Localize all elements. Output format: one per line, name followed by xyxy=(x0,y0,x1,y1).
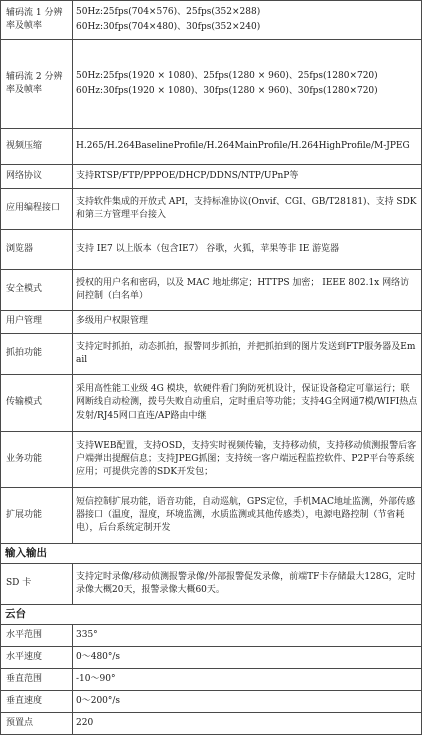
table-row xyxy=(1,334,422,375)
table-row xyxy=(1,1,422,40)
spec-value: 支持软件集成的开放式 API，支持标准协议(Onvif、CGI、GB/T28181)、支持 SDK 和第三方管理平台接入 xyxy=(73,189,422,230)
spec-line: 60Hz:30fps(1920 × 1080)、30fps(1280 × 960)、30fps(1280×720) xyxy=(76,86,378,96)
table-row xyxy=(1,625,422,647)
table-row xyxy=(1,564,422,605)
spec-value: 短信控制扩展功能，语音功能，自动巡航，GPS定位，手机MAC地址监测，外部传感器接口（温度，湿度，环境监测，水质监测或其他传感类），电源电路控制（节省耗电），后台系统定制开发 xyxy=(73,488,422,544)
spec-value: 支持定时抓拍，动态抓拍，报警同步抓拍，并把抓拍到的图片发送到FTP服务器及Email xyxy=(73,334,422,375)
table-row xyxy=(1,230,422,270)
spec-value: H.265/H.264BaselineProfile/H.264MainProfile/H.264HighProfile/M-JPEG xyxy=(73,129,422,165)
spec-value: 220 xyxy=(73,713,422,735)
table-row xyxy=(1,669,422,691)
spec-label: 水平速度 xyxy=(1,647,73,669)
table-row xyxy=(1,129,422,165)
spec-value: 多级用户权限管理 xyxy=(73,311,422,334)
spec-label: 辅码流 2 分辨率及帧率 xyxy=(1,40,73,129)
spec-label: 扩展功能 xyxy=(1,488,73,544)
spec-value: 采用高性能工业级 4G 模块，软硬件看门狗防死机设计，保证设备稳定可靠运行；联网断线自动检测，拨号失败自动重启，定时重启等功能；支持4G全网通7模/WIFI热点发射/RJ45网口直连/AP路由中继 xyxy=(73,375,422,432)
spec-label: 视频压缩 xyxy=(1,129,73,165)
spec-label: 应用编程接口 xyxy=(1,189,73,230)
spec-label: 用户管理 xyxy=(1,311,73,334)
table-row xyxy=(1,488,422,544)
spec-value: 335° xyxy=(73,625,422,647)
spec-label: 业务功能 xyxy=(1,432,73,488)
section-row xyxy=(1,544,422,564)
spec-label: 预置点 xyxy=(1,713,73,735)
spec-value: 支持定时录像/移动侦测报警录像/外部报警促发录像，前端TF卡存储最大128G，定时录像大概20天，报警录像大概60天。 xyxy=(73,564,422,605)
spec-value: 0～480°/s xyxy=(73,647,422,669)
table-row xyxy=(1,311,422,334)
spec-line: 60Hz:30fps(704×480)、30fps(352×240) xyxy=(76,22,261,32)
spec-value: 0～200°/s xyxy=(73,691,422,713)
table-row xyxy=(1,270,422,311)
spec-value xyxy=(73,1,422,40)
table-row xyxy=(1,40,422,129)
spec-line: 50Hz:25fps(1920 × 1080)、25fps(1280 × 960)、25fps(1280×720) xyxy=(76,70,378,81)
spec-label: 辅码流 1 分辨率及帧率 xyxy=(1,1,73,40)
spec-label: 垂直范围 xyxy=(1,669,73,691)
table-row xyxy=(1,165,422,189)
section-heading-io: 输入输出 xyxy=(1,544,422,564)
table-row xyxy=(1,375,422,432)
section-heading-ptz: 云台 xyxy=(1,605,422,625)
table-row xyxy=(1,432,422,488)
spec-label: 网络协议 xyxy=(1,165,73,189)
spec-value: -10～90° xyxy=(73,669,422,691)
spec-label: 抓拍功能 xyxy=(1,334,73,375)
spec-value: 支持WEB配置，支持OSD，支持实时视频传输，支持移动侦，支持移动侦测报警后客户端弹出提醒信息；支持JPEG抓图；支持统一客户端远程监控软件、P2P平台等系统应用；可提供完善的SDK开发包； xyxy=(73,432,422,488)
spec-value xyxy=(73,40,422,129)
table-row xyxy=(1,713,422,735)
table-row xyxy=(1,691,422,713)
spec-line: 50Hz:25fps(704×576)、25fps(352×288) xyxy=(76,6,261,17)
spec-label: 浏览器 xyxy=(1,230,73,270)
spec-label: 垂直速度 xyxy=(1,691,73,713)
table-row xyxy=(1,189,422,230)
section-row xyxy=(1,605,422,625)
spec-label: 传输模式 xyxy=(1,375,73,432)
spec-value: 授权的用户名和密码，以及 MAC 地址绑定；HTTPS 加密； IEEE 802.1x 网络访问控制（白名单） xyxy=(73,270,422,311)
spec-label: SD 卡 xyxy=(1,564,73,605)
spec-label: 安全模式 xyxy=(1,270,73,311)
table-row xyxy=(1,647,422,669)
spec-label: 水平范围 xyxy=(1,625,73,647)
spec-value: 支持RTSP/FTP/PPPOE/DHCP/DDNS/NTP/UPnP等 xyxy=(73,165,422,189)
spec-value: 支持 IE7 以上版本（包含IE7） 谷歌，火狐，苹果等非 IE 游览器 xyxy=(73,230,422,270)
